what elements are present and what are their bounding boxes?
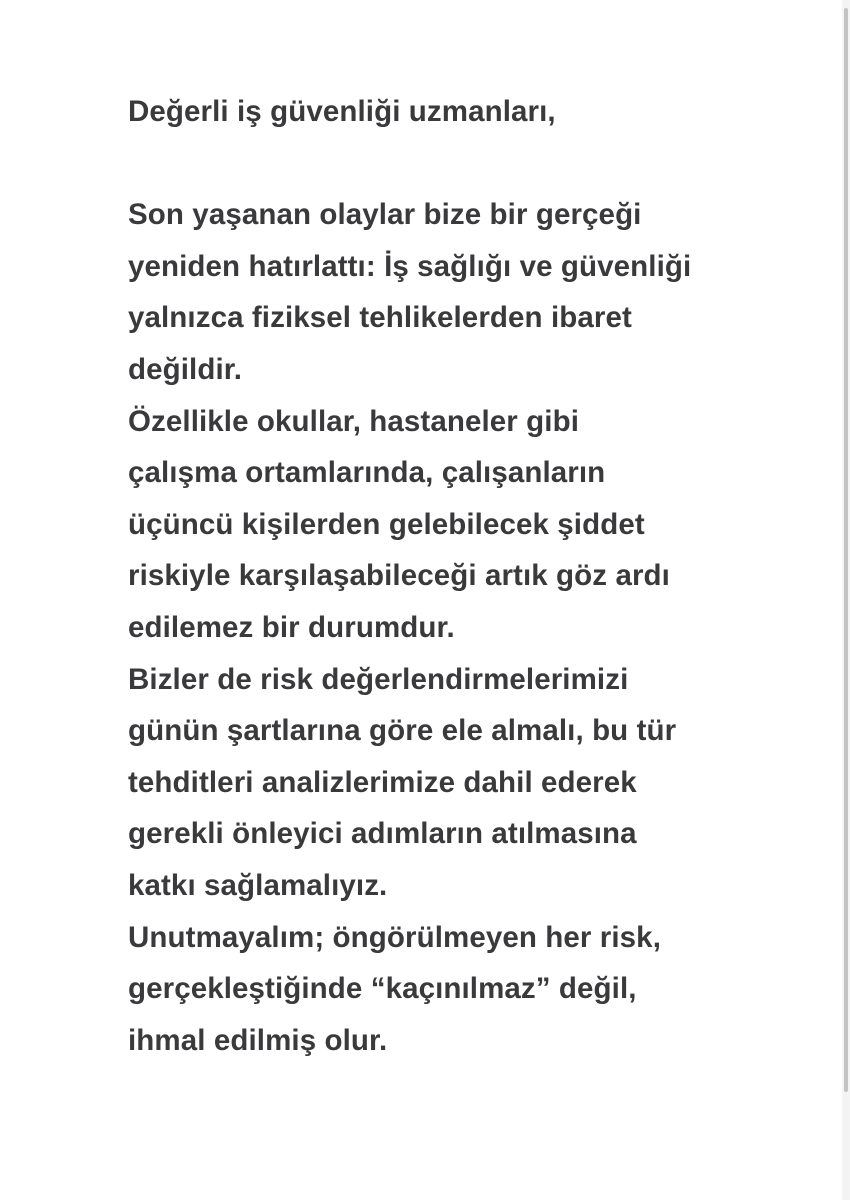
note-line: gerekli önleyici adımların atılmasına	[128, 817, 637, 851]
note-line-blank	[128, 138, 818, 190]
note-line: yalnızca fiziksel tehlikelerden ibaret	[128, 301, 632, 335]
note-line: Son yaşanan olaylar bize bir gerçeği	[128, 198, 642, 232]
scrollbar-thumb[interactable]	[844, 8, 848, 1092]
note-line: çalışma ortamlarında, çalışanların	[128, 456, 606, 490]
scrollbar-track[interactable]	[842, 0, 850, 1200]
note-line-greeting: Değerli iş güvenliği uzmanları,	[128, 95, 556, 128]
note-line: gerçekleştiğinde “kaçınılmaz” değil,	[128, 972, 637, 1006]
note-line: değildir.	[128, 352, 243, 386]
note-line: günün şartlarına göre ele almalı, bu tür	[128, 714, 677, 748]
note-line: üçüncü kişilerden gelebilecek şiddet	[128, 507, 645, 541]
note-body-text[interactable]	[128, 86, 818, 1066]
note-line: edilemez bir durumdur.	[128, 610, 455, 644]
note-line: Bizler de risk değerlendirmelerimizi	[128, 662, 629, 696]
note-line: Özellikle okullar, hastaneler gibi	[128, 404, 579, 438]
note-line-closing: ihmal edilmiş olur.	[128, 1023, 388, 1057]
note-line: yeniden hatırlattı: İş sağlığı ve güvenliği	[128, 249, 692, 283]
note-line: Unutmayalım; öngörülmeyen her risk,	[128, 920, 661, 954]
note-line: tehditleri analizlerimize dahil ederek	[128, 765, 637, 799]
note-line: riskiyle karşılaşabileceği artık göz ardı	[128, 559, 670, 593]
note-line: katkı sağlamalıyız.	[128, 868, 388, 902]
